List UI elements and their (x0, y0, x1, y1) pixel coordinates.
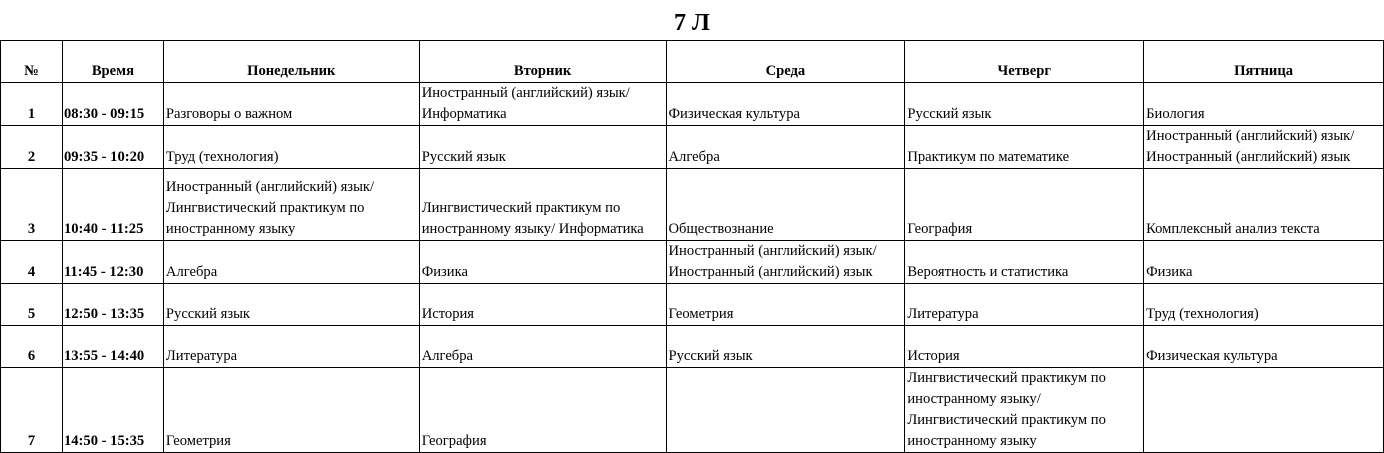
subject-text: Труд (технология) (165, 149, 279, 165)
lesson-time: 11:45 - 12:30 (62, 241, 163, 284)
subject-text: Физика (1146, 264, 1193, 280)
subject-text: География (907, 221, 973, 237)
subject-cell-thursday (905, 169, 1144, 241)
subject-text: Русский язык (668, 348, 753, 364)
header-tuesday: Вторник (419, 41, 666, 83)
lesson-time: 10:40 - 11:25 (62, 169, 163, 241)
table-row (1, 326, 1384, 368)
subject-text: История (907, 348, 960, 364)
lesson-number: 3 (1, 169, 63, 241)
subject-cell-monday (163, 126, 419, 169)
subject-cell-wednesday (666, 326, 905, 368)
subject-cell-thursday (905, 368, 1144, 453)
table-row (1, 83, 1384, 126)
subject-text: Иностранный (английский) язык/ Информатика (421, 85, 630, 122)
subject-text: Алгебра (165, 264, 218, 280)
lesson-number: 4 (1, 241, 63, 284)
subject-text: География (421, 433, 487, 449)
subject-text: Иностранный (английский) язык/ Иностранный (английский) язык (668, 243, 877, 280)
subject-cell-thursday (905, 241, 1144, 284)
subject-text: Литература (165, 348, 238, 364)
subject-cell-wednesday (666, 83, 905, 126)
subject-cell-friday (1144, 326, 1384, 368)
subject-text: Геометрия (668, 306, 734, 322)
subject-cell-tuesday (419, 169, 666, 241)
subject-cell-thursday (905, 126, 1144, 169)
lesson-time: 13:55 - 14:40 (62, 326, 163, 368)
subject-cell-wednesday (666, 169, 905, 241)
subject-cell-monday (163, 169, 419, 241)
lesson-number: 7 (1, 368, 63, 453)
subject-cell-monday (163, 368, 419, 453)
subject-text: Труд (технология) (1146, 306, 1259, 322)
subject-cell-monday (163, 83, 419, 126)
subject-text: Обществознание (668, 221, 774, 237)
subject-text: Физика (421, 264, 468, 280)
subject-text: Лингвистический практикум по иностранному языку/ Информатика (421, 200, 644, 237)
header-thursday: Четверг (905, 41, 1144, 83)
subject-cell-wednesday (666, 241, 905, 284)
subject-cell-friday (1144, 368, 1384, 453)
subject-text: Практикум по математике (907, 149, 1070, 165)
subject-text: Русский язык (421, 149, 506, 165)
subject-text: Физическая культура (668, 106, 800, 122)
table-row (1, 284, 1384, 326)
lesson-number: 2 (1, 126, 63, 169)
subject-text: Комплексный анализ текста (1146, 221, 1320, 237)
subject-cell-thursday (905, 83, 1144, 126)
subject-cell-tuesday (419, 83, 666, 126)
subject-cell-friday (1144, 241, 1384, 284)
table-row (1, 169, 1384, 241)
header-friday: Пятница (1144, 41, 1384, 83)
header-row (1, 41, 1384, 83)
subject-text: История (421, 306, 475, 322)
header-wednesday: Среда (666, 41, 905, 83)
table-row (1, 368, 1384, 453)
subject-cell-thursday (905, 284, 1144, 326)
subject-text: Русский язык (907, 106, 992, 122)
subject-text: Физическая культура (1146, 348, 1278, 364)
subject-text: Лингвистический практикум по иностранному языку/ Лингвистический практикум по иностранному языку (907, 370, 1106, 449)
lesson-number: 5 (1, 284, 63, 326)
lesson-time: 14:50 - 15:35 (62, 368, 163, 453)
subject-text: Геометрия (165, 433, 231, 449)
subject-text: Иностранный (английский) язык/ Иностранный (английский) язык (1146, 128, 1355, 165)
table-row (1, 126, 1384, 169)
schedule-table (0, 40, 1384, 453)
subject-cell-tuesday (419, 241, 666, 284)
subject-cell-tuesday (419, 326, 666, 368)
subject-cell-tuesday (419, 126, 666, 169)
subject-cell-tuesday (419, 368, 666, 453)
subject-cell-thursday (905, 326, 1144, 368)
subject-text: Разговоры о важном (165, 106, 293, 122)
lesson-time: 08:30 - 09:15 (62, 83, 163, 126)
lesson-time: 12:50 - 13:35 (62, 284, 163, 326)
subject-cell-monday (163, 284, 419, 326)
subject-text: Алгебра (421, 348, 473, 364)
lesson-time: 09:35 - 10:20 (62, 126, 163, 169)
subject-text: Алгебра (668, 149, 720, 165)
lesson-number: 1 (1, 83, 63, 126)
subject-cell-monday (163, 326, 419, 368)
subject-cell-friday (1144, 284, 1384, 326)
subject-cell-monday (163, 241, 419, 284)
subject-text: Иностранный (английский) язык/ Лингвистический практикум по иностранному языку (165, 179, 375, 237)
lesson-number: 6 (1, 326, 63, 368)
subject-cell-wednesday (666, 368, 905, 453)
header-number: № (1, 41, 63, 83)
subject-text: Биология (1146, 106, 1205, 122)
subject-cell-wednesday (666, 126, 905, 169)
header-time: Время (62, 41, 163, 83)
table-row (1, 241, 1384, 284)
subject-text: Вероятность и статистика (907, 264, 1069, 280)
page-title: 7 Л (674, 10, 710, 36)
subject-cell-tuesday (419, 284, 666, 326)
subject-cell-friday (1144, 169, 1384, 241)
subject-cell-wednesday (666, 284, 905, 326)
subject-text: Литература (907, 306, 979, 322)
subject-cell-friday (1144, 126, 1384, 169)
subject-text: Русский язык (165, 306, 251, 322)
subject-cell-friday (1144, 83, 1384, 126)
header-monday: Понедельник (163, 41, 419, 83)
